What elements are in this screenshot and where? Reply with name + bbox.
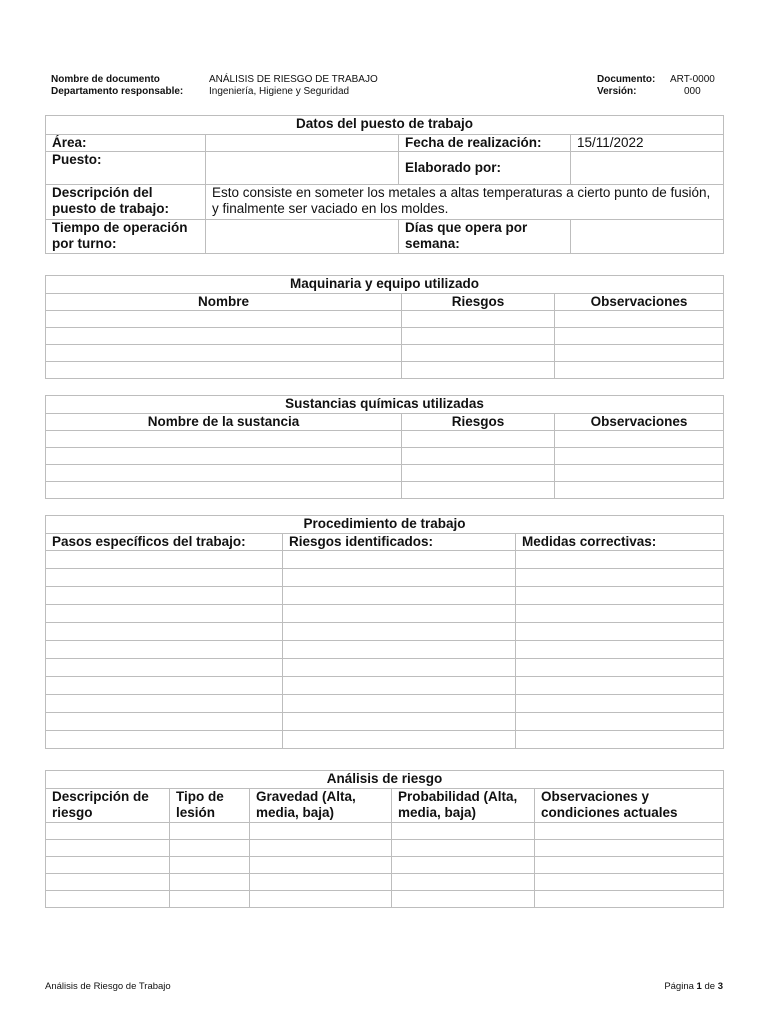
table-cell[interactable] bbox=[283, 659, 516, 677]
position-field[interactable] bbox=[206, 152, 399, 185]
table-cell[interactable] bbox=[392, 891, 535, 908]
table-cell[interactable] bbox=[250, 891, 392, 908]
risk-analysis-title: Análisis de riesgo bbox=[46, 771, 724, 789]
table-cell[interactable] bbox=[46, 823, 170, 840]
table-cell[interactable] bbox=[516, 623, 724, 641]
table-cell[interactable] bbox=[535, 874, 724, 891]
position-label: Puesto: bbox=[46, 152, 206, 185]
table-cell[interactable] bbox=[402, 448, 555, 465]
table-row bbox=[46, 362, 724, 379]
table-row bbox=[46, 731, 724, 749]
table-cell[interactable] bbox=[170, 891, 250, 908]
doc-meta-values bbox=[209, 74, 378, 98]
procedure-table bbox=[45, 515, 724, 749]
table-cell[interactable] bbox=[555, 328, 724, 345]
table-cell[interactable] bbox=[283, 551, 516, 569]
description-label: Descripción del puesto de trabajo: bbox=[46, 185, 206, 220]
table-cell[interactable] bbox=[46, 857, 170, 874]
machinery-col-name: Nombre bbox=[46, 294, 402, 311]
table-row bbox=[46, 874, 724, 891]
date-label: Fecha de realización: bbox=[399, 135, 571, 152]
table-cell[interactable] bbox=[46, 731, 283, 749]
table-cell[interactable] bbox=[46, 605, 283, 623]
table-row bbox=[46, 482, 724, 499]
days-label: Días que opera por semana: bbox=[399, 220, 571, 254]
doc-meta-labels bbox=[51, 74, 183, 98]
table-cell[interactable] bbox=[283, 641, 516, 659]
table-cell[interactable] bbox=[516, 677, 724, 695]
table-cell[interactable] bbox=[170, 840, 250, 857]
table-cell[interactable] bbox=[283, 695, 516, 713]
table-cell[interactable] bbox=[402, 362, 555, 379]
table-cell[interactable] bbox=[46, 431, 402, 448]
table-row bbox=[46, 840, 724, 857]
table-cell[interactable] bbox=[516, 659, 724, 677]
table-cell[interactable] bbox=[555, 448, 724, 465]
table-cell[interactable] bbox=[555, 431, 724, 448]
table-row bbox=[46, 695, 724, 713]
table-cell[interactable] bbox=[283, 605, 516, 623]
table-row bbox=[46, 605, 724, 623]
table-cell[interactable] bbox=[392, 823, 535, 840]
table-cell[interactable] bbox=[46, 641, 283, 659]
table-cell[interactable] bbox=[250, 840, 392, 857]
chemicals-col-notes: Observaciones bbox=[555, 414, 724, 431]
table-cell[interactable] bbox=[46, 569, 283, 587]
table-row bbox=[46, 641, 724, 659]
table-cell[interactable] bbox=[402, 345, 555, 362]
table-row bbox=[46, 431, 724, 448]
table-cell[interactable] bbox=[46, 551, 283, 569]
table-cell[interactable] bbox=[516, 731, 724, 749]
table-row bbox=[46, 587, 724, 605]
table-cell[interactable] bbox=[516, 695, 724, 713]
operation-time-label: Tiempo de operación por turno: bbox=[46, 220, 206, 254]
table-cell[interactable] bbox=[555, 465, 724, 482]
table-cell[interactable] bbox=[250, 874, 392, 891]
table-cell[interactable] bbox=[402, 328, 555, 345]
table-cell[interactable] bbox=[46, 623, 283, 641]
table-cell[interactable] bbox=[402, 431, 555, 448]
doc-name-label: Nombre de documento bbox=[51, 74, 160, 85]
table-cell[interactable] bbox=[46, 328, 402, 345]
risk-col-description: Descripción de riesgo bbox=[46, 789, 170, 823]
table-cell[interactable] bbox=[46, 677, 283, 695]
table-cell[interactable] bbox=[46, 345, 402, 362]
risk-col-injury: Tipo de lesión bbox=[170, 789, 250, 823]
risk-analysis-table bbox=[45, 770, 724, 908]
days-field[interactable] bbox=[571, 220, 724, 254]
risk-col-severity: Gravedad (Alta, media, baja) bbox=[250, 789, 392, 823]
table-cell[interactable] bbox=[516, 587, 724, 605]
table-row bbox=[46, 857, 724, 874]
table-cell[interactable] bbox=[46, 840, 170, 857]
table-row bbox=[46, 448, 724, 465]
table-cell[interactable] bbox=[46, 482, 402, 499]
risk-col-observations: Observaciones y condiciones actuales bbox=[535, 789, 724, 823]
table-cell[interactable] bbox=[46, 874, 170, 891]
page-current: 1 bbox=[696, 981, 702, 992]
page-number bbox=[664, 981, 723, 992]
footer-doc-title: Análisis de Riesgo de Trabajo bbox=[45, 981, 171, 992]
prepared-label: Elaborado por: bbox=[399, 152, 571, 185]
table-cell[interactable] bbox=[283, 569, 516, 587]
table-cell[interactable] bbox=[170, 857, 250, 874]
table-row bbox=[46, 328, 724, 345]
chemicals-table bbox=[45, 395, 724, 499]
procedure-col-measures: Medidas correctivas: bbox=[516, 534, 724, 551]
table-cell[interactable] bbox=[516, 641, 724, 659]
page-sep: de bbox=[704, 981, 716, 992]
doc-id-labels bbox=[597, 74, 655, 98]
chemicals-col-risks: Riesgos bbox=[402, 414, 555, 431]
doc-name-value: ANÁLISIS DE RIESGO DE TRABAJO bbox=[209, 74, 378, 85]
description-field[interactable]: Esto consiste en someter los metales a altas temperaturas a cierto punto de fusión, y finalmente ser vaciado en los moldes. bbox=[206, 185, 724, 220]
chemicals-col-name: Nombre de la sustancia bbox=[46, 414, 402, 431]
table-cell[interactable] bbox=[535, 891, 724, 908]
table-cell[interactable] bbox=[46, 311, 402, 328]
table-cell[interactable] bbox=[46, 713, 283, 731]
table-cell[interactable] bbox=[555, 311, 724, 328]
table-row bbox=[46, 713, 724, 731]
table-cell[interactable] bbox=[46, 465, 402, 482]
machinery-table bbox=[45, 275, 724, 379]
table-row bbox=[46, 465, 724, 482]
procedure-col-risks: Riesgos identificados: bbox=[283, 534, 516, 551]
area-field[interactable] bbox=[206, 135, 399, 152]
table-cell[interactable] bbox=[283, 623, 516, 641]
doc-id-values bbox=[670, 74, 715, 98]
table-row bbox=[46, 659, 724, 677]
table-cell[interactable] bbox=[283, 731, 516, 749]
table-row bbox=[46, 311, 724, 328]
table-cell[interactable] bbox=[46, 362, 402, 379]
table-row bbox=[46, 677, 724, 695]
table-cell[interactable] bbox=[535, 840, 724, 857]
table-cell[interactable] bbox=[555, 362, 724, 379]
table-cell[interactable] bbox=[392, 840, 535, 857]
table-cell[interactable] bbox=[46, 695, 283, 713]
machinery-col-risks: Riesgos bbox=[402, 294, 555, 311]
table-cell[interactable] bbox=[250, 823, 392, 840]
dept-label: Departamento responsable: bbox=[51, 86, 184, 97]
table-row bbox=[46, 623, 724, 641]
table-row bbox=[46, 345, 724, 362]
procedure-col-steps: Pasos específicos del trabajo: bbox=[46, 534, 283, 551]
chemicals-title: Sustancias químicas utilizadas bbox=[46, 396, 724, 414]
table-cell[interactable] bbox=[516, 605, 724, 623]
machinery-col-notes: Observaciones bbox=[555, 294, 724, 311]
area-label: Área: bbox=[46, 135, 206, 152]
table-row bbox=[46, 569, 724, 587]
table-cell[interactable] bbox=[283, 587, 516, 605]
table-cell[interactable] bbox=[283, 677, 516, 695]
table-cell[interactable] bbox=[46, 659, 283, 677]
table-cell[interactable] bbox=[392, 857, 535, 874]
table-cell[interactable] bbox=[516, 551, 724, 569]
table-row bbox=[46, 891, 724, 908]
operation-time-field[interactable] bbox=[206, 220, 399, 254]
table-cell[interactable] bbox=[516, 569, 724, 587]
procedure-title: Procedimiento de trabajo bbox=[46, 516, 724, 534]
table-cell[interactable] bbox=[46, 587, 283, 605]
table-cell[interactable] bbox=[516, 713, 724, 731]
table-cell[interactable] bbox=[392, 874, 535, 891]
prepared-field[interactable] bbox=[571, 152, 724, 185]
table-cell[interactable] bbox=[402, 482, 555, 499]
table-cell[interactable] bbox=[170, 823, 250, 840]
table-cell[interactable] bbox=[283, 713, 516, 731]
machinery-title: Maquinaria y equipo utilizado bbox=[46, 276, 724, 294]
version-value: 000 bbox=[684, 86, 701, 97]
table-cell[interactable] bbox=[535, 823, 724, 840]
document-value: ART-0000 bbox=[670, 74, 715, 85]
table-row bbox=[46, 823, 724, 840]
table-cell[interactable] bbox=[402, 465, 555, 482]
job-data-table bbox=[45, 115, 724, 254]
dept-value: Ingeniería, Higiene y Seguridad bbox=[209, 86, 350, 97]
table-cell[interactable] bbox=[46, 891, 170, 908]
table-row bbox=[46, 551, 724, 569]
table-cell[interactable] bbox=[535, 857, 724, 874]
table-cell[interactable] bbox=[170, 874, 250, 891]
table-cell[interactable] bbox=[250, 857, 392, 874]
version-label: Versión: bbox=[597, 86, 637, 97]
date-field[interactable]: 15/11/2022 bbox=[571, 135, 724, 152]
job-data-title: Datos del puesto de trabajo bbox=[46, 116, 724, 135]
page-prefix: Página bbox=[664, 981, 694, 992]
table-cell[interactable] bbox=[46, 448, 402, 465]
document-label: Documento: bbox=[597, 74, 656, 85]
table-cell[interactable] bbox=[555, 482, 724, 499]
risk-col-probability: Probabilidad (Alta, media, baja) bbox=[392, 789, 535, 823]
table-cell[interactable] bbox=[402, 311, 555, 328]
page-total: 3 bbox=[717, 981, 723, 992]
table-cell[interactable] bbox=[555, 345, 724, 362]
